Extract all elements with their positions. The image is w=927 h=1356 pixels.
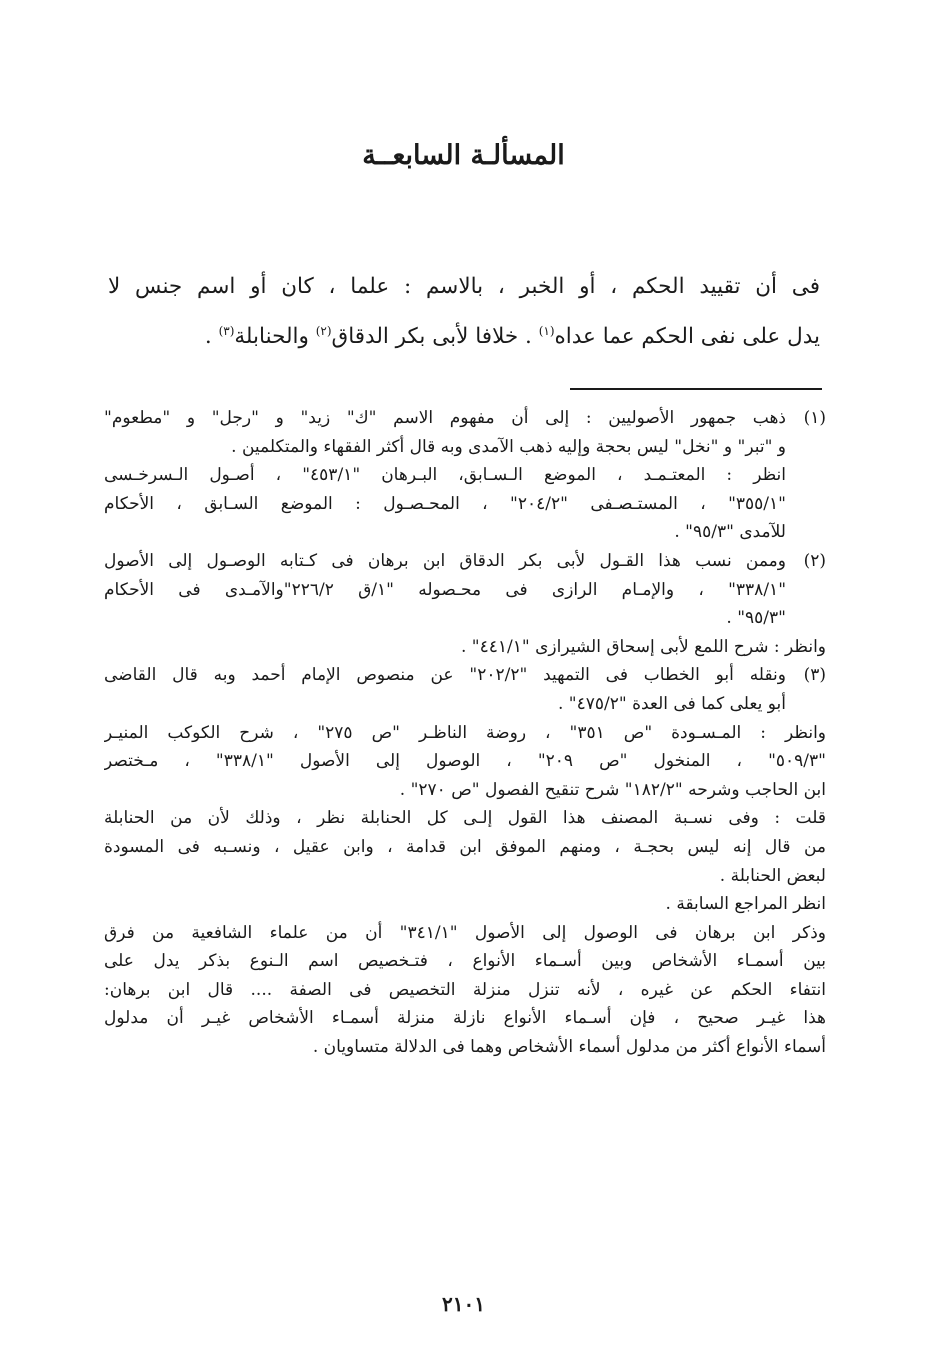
footnote-body [104, 547, 786, 633]
footnote-line: ابن الحاجب وشرحه "١٨٢/٢" شرح تنقيح الفصول "ص ٢٧٠" . [399, 779, 826, 800]
footnote-number: (١) [803, 408, 826, 428]
footnote-ref-3[interactable]: (٣) [218, 323, 235, 338]
footnote-separator [570, 388, 822, 390]
footnote-line: هذا غيـر صحيح ، فإن أسـماء الأنواع نازلة منزلة أسمـاء الأشخاص غيـر أن مدلول [104, 1008, 826, 1029]
footnote-line: ذهب جمهور الأصوليين : إلى أن مفهوم الاسم "ك" زيد" و "رجل" و "مطعوم" [104, 408, 786, 428]
page-number: ٢١٠١ [442, 1292, 485, 1316]
footnote-line: من قال إنه ليس بحجـة ، ومنهم الموفق ابن قدامة ، وابن عقيل ، ونسـبه فى المسودة [104, 836, 826, 857]
footnote-2 [104, 547, 826, 633]
footnote-line: انظر المراجع السابقة . [665, 894, 826, 915]
footnote-body [104, 661, 786, 718]
footnote-line: انتفاء الحكم عن غيره ، لأنه تنزل منزلة التخصيص فى الصفة .... قال ابن برهان: [104, 979, 826, 1000]
footnote-line: "٥٠٩/٣" ، المنخول "ص ٢٠٩" ، الوصول إلى الأصول "٣٣٨/١" ، مـختصر [104, 751, 826, 772]
footnote-line: انظر : المعتـمـد ، الموضع الـسـابق، البـرهان "٤٥٣/١" ، أصـول الـسرخـسى [104, 465, 786, 486]
footnote-body [104, 719, 826, 1062]
page-title: المسألـة السابعــة [362, 140, 565, 171]
footnote-line: و "تبر" و "نخل" ليس بحجة وإليه ذهب الآمدى وبه قال أكثر الفقهاء والمتكلمين . [231, 436, 786, 457]
footnote-line: ونقله أبو الخطاب فى التمهيد "٢٠٢/٢" عن منصوص الإمام أحمد وبه قال القاضى [104, 665, 786, 686]
footnote-body [104, 404, 786, 547]
footnote-line: أبو يعلى كما فى العدة "٤٧٥/٢" . [557, 693, 786, 714]
footnote-line: "٣٣٨/١" ، والإمـام الرازى فى محـصوله "١/ق ٢٢٦/٢"والآمـدى فى الأحكام [104, 579, 786, 600]
main-line-2 [108, 312, 820, 362]
footnote-3 [104, 661, 826, 718]
footnote-ref-2[interactable]: (٢) [315, 323, 332, 338]
footnote-line: قلت : وفى نسـبة المصنف هذا القول إلـى كل الحنابلة نظر ، وذلك لأن من الحنابلة [104, 808, 826, 829]
main-line-2-part-b: . خلافا لأبى بكر الدقاق [331, 324, 539, 349]
footnote-2-continuation [104, 633, 826, 662]
main-line-2-part-c: والحنابلة [234, 324, 316, 349]
footnote-line: لبعض الحنابلة . [719, 865, 826, 886]
main-line-1: فى أن تقييد الحكم ، أو الخبر ، بالاسم : علما ، كان أو اسم جنس لا [108, 274, 820, 299]
footnote-line: أسماء الأنواع أكثر من مدلول أسماء الأشخاص وهما فى الدلالة متساويان . [312, 1037, 826, 1058]
footnote-body [104, 633, 826, 662]
footnote-line: وذكر ابن برهان فى الوصول إلى الأصول "٣٤١/١" أن من علماء الشافعية من فرق [104, 922, 826, 943]
footnote-line: "٩٥/٣" . [726, 608, 786, 629]
footnote-number: (٢) [803, 550, 826, 571]
footnote-line: وممن نسب هذا القـول لأبى بكر الدقاق ابن برهان فى كـتابه الوصـول إلى الأصول [104, 550, 786, 571]
main-line-2-part-d: . [204, 324, 219, 349]
footnote-line: "٣٥٥/١" ، المستـصـفى "٢٠٤/٢" ، المحـصـول : الموضع السـابق ، الأحكام [104, 493, 786, 514]
footnote-line: وانظر : المـسـودة "ص ٣٥١" ، روضة الناظـر "ص ٢٧٥" ، شرح الكوكب المنيـر [104, 722, 826, 743]
footnotes [104, 404, 826, 1062]
footnote-line: بين أسمـاء الأشخاص وبين أسـماء الأنواع ، فتـخصيص اسم الـنوع بذكر يدل على [104, 951, 826, 972]
footnote-ref-1[interactable]: (١) [538, 323, 555, 338]
footnote-line: وانظر : شرح اللمع لأبى إسحاق الشيرازى "٤٤١/١" . [461, 636, 826, 657]
footnote-line: للآمدى "٩٥/٣" . [674, 522, 786, 543]
footnote-1 [104, 404, 826, 547]
main-text [108, 262, 820, 362]
main-line-2-part-a: يدل على نفى الحكم عما عداه [554, 324, 820, 349]
footnote-3-continuation [104, 719, 826, 1062]
footnote-number: (٣) [803, 665, 826, 686]
